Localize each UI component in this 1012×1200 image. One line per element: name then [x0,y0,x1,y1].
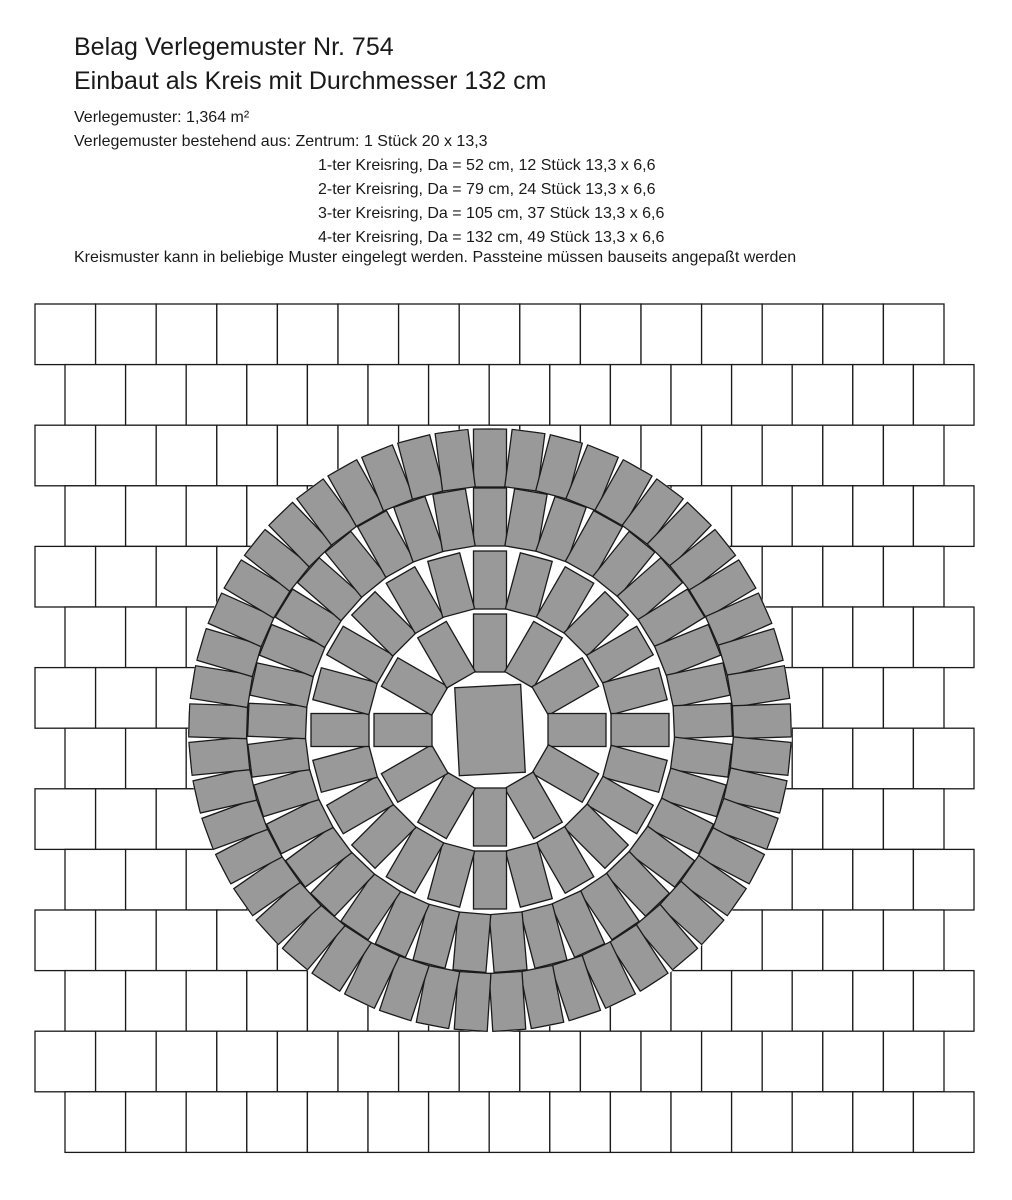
ring-4-paver [189,704,248,739]
grid-paver [792,971,853,1032]
grid-paver [853,971,914,1032]
grid-paver [35,425,96,486]
grid-paver [610,365,671,426]
ring-3-paver [673,703,732,738]
grid-paver [520,1031,581,1092]
grid-paver [338,1031,399,1092]
composition-label: Verlegemuster bestehend aus: Zentrum: 1 Stück 20 x 13,3 [74,133,488,150]
grid-paver [883,668,944,729]
grid-paver [641,1031,702,1092]
grid-paver [126,971,187,1032]
ring-2-paver [474,851,507,909]
grid-paver [35,546,96,607]
grid-paver [156,1031,217,1092]
grid-paver [126,1092,187,1153]
grid-paver [65,486,126,547]
grid-paver [217,1031,278,1092]
grid-paver [792,486,853,547]
ring-4-paver [435,429,475,491]
grid-paver [156,304,217,365]
grid-paver [823,304,884,365]
grid-paver [126,728,187,789]
grid-paver [35,910,96,971]
grid-paver [823,668,884,729]
grid-paver [96,789,157,850]
grid-paver [247,971,308,1032]
grid-paver [580,304,641,365]
grid-paver [277,1031,338,1092]
grid-paver [702,304,763,365]
grid-paver [368,1092,429,1153]
grid-paver [126,365,187,426]
grid-paver [883,910,944,971]
grid-paver [823,789,884,850]
grid-paver [399,1031,460,1092]
grid-paver [65,1092,126,1153]
grid-paver [247,1092,308,1153]
grid-paver [489,365,550,426]
grid-paver [247,365,308,426]
grid-paver [671,365,732,426]
grid-paver [489,1092,550,1153]
grid-paver [792,365,853,426]
grid-paver [702,425,763,486]
grid-paver [671,971,732,1032]
ring-2-label: 2-ter Kreisring, Da = 79 cm, 24 Stück 13,3 x 6,6 [318,181,656,198]
grid-paver [338,304,399,365]
grid-paver [913,365,974,426]
grid-paver [671,1092,732,1153]
grid-paver [35,789,96,850]
grid-paver [186,971,247,1032]
page-title: Belag Verlegemuster Nr. 754 [74,33,394,61]
grid-paver [156,910,217,971]
grid-paver [792,849,853,910]
grid-paver [96,1031,157,1092]
ring-1-paver [548,714,606,747]
grid-paver [186,486,247,547]
grid-paver [792,728,853,789]
grid-paver [913,971,974,1032]
grid-paver [126,849,187,910]
grid-paver [65,365,126,426]
ring-3-paver [489,912,527,973]
grid-paver [823,425,884,486]
grid-paver [307,1092,368,1153]
grid-paver [853,486,914,547]
ring-1-paver [474,614,507,672]
grid-paver [580,1031,641,1092]
grid-paver [883,1031,944,1092]
ring-3-label: 3-ter Kreisring, Da = 105 cm, 37 Stück 13,3 x 6,6 [318,205,665,222]
grid-paver [96,910,157,971]
ring-3-paver [248,737,310,777]
ring-3-paver [474,488,507,546]
grid-paver [883,304,944,365]
grid-paver [126,607,187,668]
ring-4-label: 4-ter Kreisring, Da = 132 cm, 49 Stück 13,3 x 6,6 [318,229,665,246]
grid-paver [217,425,278,486]
grid-paver [762,425,823,486]
grid-paver [883,425,944,486]
grid-paver [732,486,793,547]
ring-1-label: 1-ter Kreisring, Da = 52 cm, 12 Stück 13,3 x 6,6 [318,157,656,174]
grid-paver [96,304,157,365]
grid-paver [792,1092,853,1153]
grid-paver [823,546,884,607]
grid-paver [732,365,793,426]
grid-paver [853,728,914,789]
grid-paver [96,546,157,607]
ring-2-paver [611,714,669,747]
grid-paver [913,1092,974,1153]
grid-paver [883,789,944,850]
grid-paver [96,668,157,729]
grid-paver [429,365,490,426]
grid-paver [853,849,914,910]
grid-paver [35,668,96,729]
center-paver [455,684,526,775]
note-label: Kreismuster kann in beliebige Muster eingelegt werden. Passteine müssen bauseits angepaßt werden [74,249,797,266]
grid-paver [853,365,914,426]
grid-paver [883,546,944,607]
grid-paver [156,425,217,486]
ring-2-paver [311,714,369,747]
grid-paver [368,365,429,426]
page-subtitle: Einbaut als Kreis mit Durchmesser 132 cm [74,67,547,95]
ring-4-paver [189,737,250,775]
grid-paver [762,910,823,971]
grid-paver [853,607,914,668]
grid-paver [277,304,338,365]
grid-paver [913,728,974,789]
grid-paver [610,1092,671,1153]
grid-paver [762,546,823,607]
grid-paver [823,1031,884,1092]
grid-paver [96,425,157,486]
grid-paver [459,304,520,365]
grid-paver [823,910,884,971]
grid-paver [792,607,853,668]
circle-pattern [189,429,792,1031]
grid-paver [550,365,611,426]
grid-paver [913,607,974,668]
grid-paver [65,607,126,668]
grid-paver [520,304,581,365]
grid-paver [35,304,96,365]
ring-4-paver [474,429,507,487]
grid-paver [217,304,278,365]
grid-paver [399,304,460,365]
grid-paver [126,486,187,547]
ring-1-paver [374,714,432,747]
ring-4-paver [489,971,526,1031]
grid-paver [429,1092,490,1153]
grid-paver [853,1092,914,1153]
grid-paver [65,728,126,789]
ring-1-paver [474,788,507,846]
grid-paver [186,1092,247,1153]
grid-paver [762,1031,823,1092]
grid-paver [732,1092,793,1153]
ring-2-paver [474,551,507,609]
grid-paver [65,849,126,910]
grid-paver [459,1031,520,1092]
ring-4-paver [732,704,791,739]
ring-4-paver [454,971,491,1031]
grid-paver [762,304,823,365]
grid-paver [641,304,702,365]
grid-paver [702,1031,763,1092]
grid-paver [732,971,793,1032]
ring-3-paver [248,703,307,738]
ring-3-paver [453,912,491,973]
grid-paver [35,1031,96,1092]
grid-paver [65,971,126,1032]
grid-paver [913,849,974,910]
grid-paver [307,365,368,426]
grid-paver [186,365,247,426]
area-label: Verlegemuster: 1,364 m² [74,109,250,126]
grid-paver [913,486,974,547]
grid-paver [156,546,217,607]
grid-paver [550,1092,611,1153]
